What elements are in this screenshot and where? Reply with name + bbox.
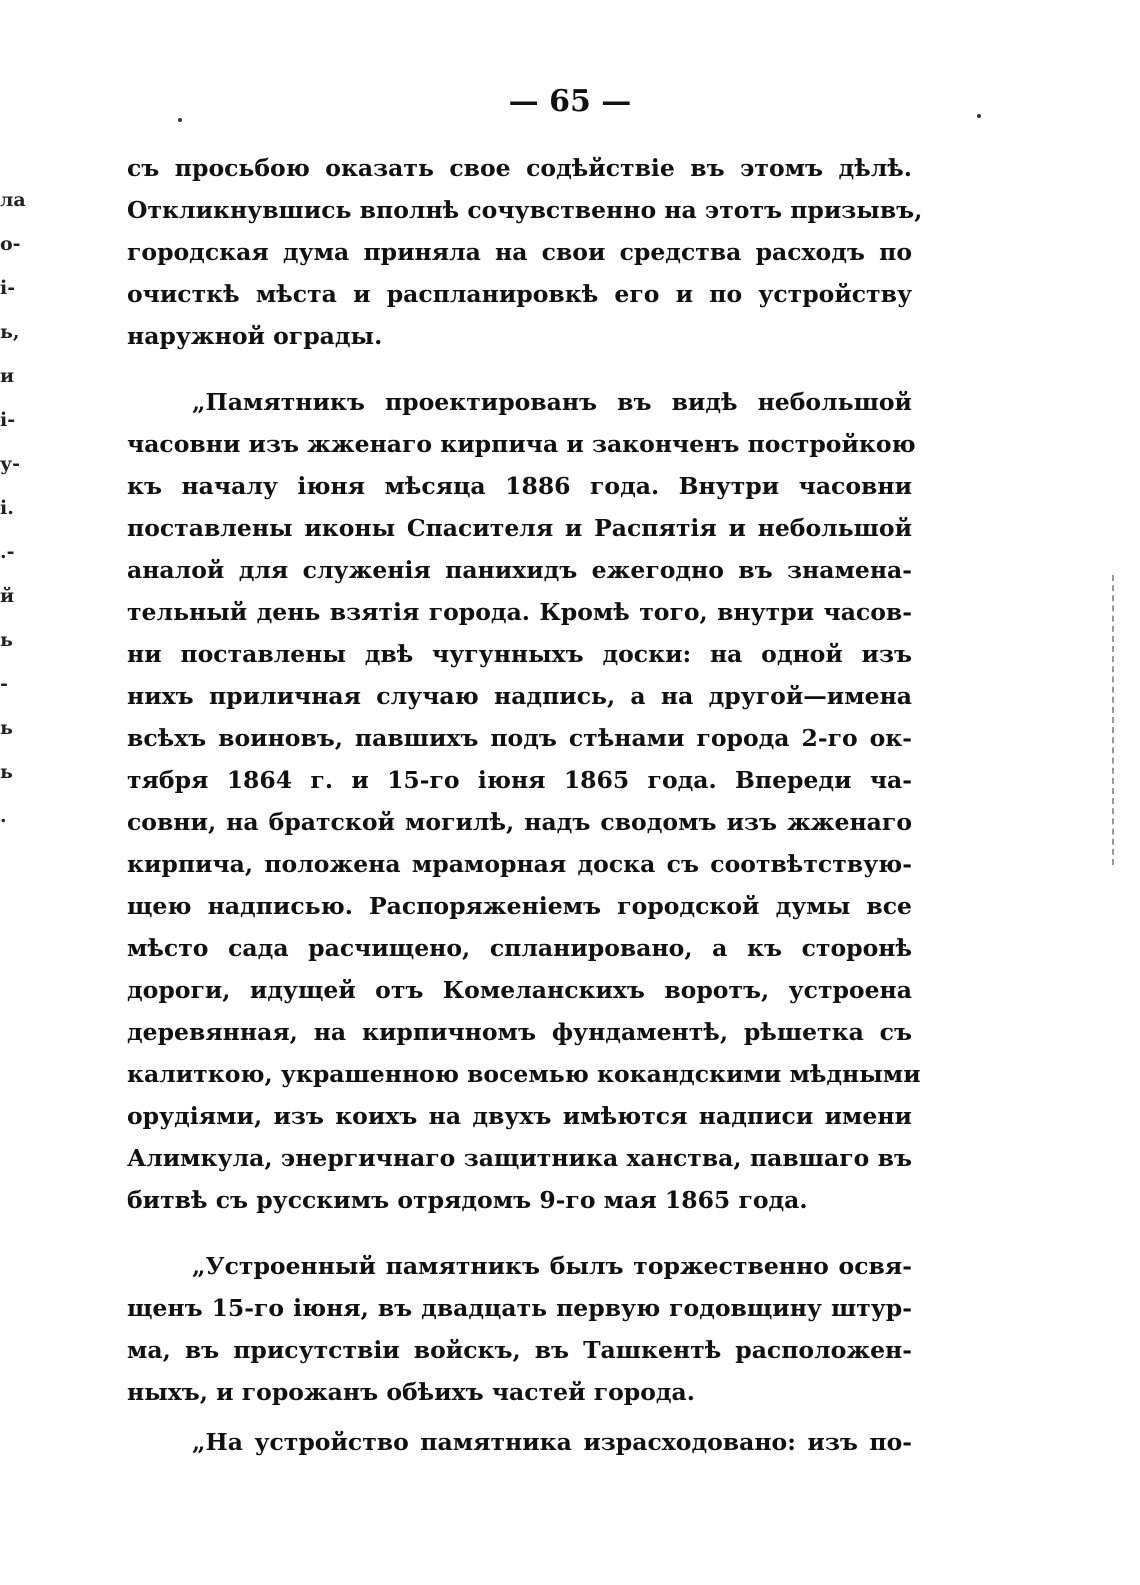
text-line: орудіями, изъ коихъ на двухъ имѣются надписи имени [127, 1102, 912, 1130]
text-line: очисткѣ мѣста и распланировкѣ его и по устройству [127, 280, 912, 308]
speck [178, 118, 182, 122]
text-line: совни, на братской могилѣ, надъ сводомъ изъ жженаго [127, 808, 912, 836]
margin-fragment: ь [0, 629, 13, 651]
paragraph-1 [127, 147, 923, 357]
text-line: „Устроенный памятникъ былъ торжественно освя- [192, 1252, 912, 1280]
text-line: ни поставлены двѣ чугунныхъ доски: на одной изъ [127, 640, 912, 668]
page-edge-dashes [1112, 575, 1114, 865]
text-line: Откликнувшись вполнѣ сочувственно на этотъ призывъ, [127, 196, 923, 224]
margin-fragment: ь [0, 761, 13, 783]
text-line: Алимкула, энергичнаго защитника ханства, павшаго въ [127, 1144, 912, 1172]
margin-fragment: - [0, 673, 8, 695]
margin-fragment: о- [0, 233, 21, 255]
margin-fragment: . [0, 805, 7, 827]
text-line: городская дума приняла на свои средства расходъ по [127, 238, 912, 266]
text-line: кирпича, положена мраморная доска съ соотвѣтствую- [127, 850, 912, 878]
text-line: „На устройство памятника израсходовано: изъ по- [192, 1428, 912, 1456]
text-line: щею надписью. Распоряженіемъ городской думы все [127, 892, 912, 920]
text-line: поставлены иконы Спасителя и Распятія и небольшой [127, 514, 912, 542]
text-line: часовни изъ жженаго кирпича и законченъ постройкою [127, 430, 916, 458]
margin-fragment: .- [0, 541, 15, 563]
paragraph-2 [127, 381, 921, 1221]
text-line: нихъ приличная случаю надпись, а на другой—имена [127, 682, 912, 710]
text-line: ма, въ присутствіи войскъ, въ Ташкентѣ расположен- [127, 1336, 912, 1364]
margin-fragment: і- [0, 277, 16, 299]
page-number: — 65 — [508, 84, 632, 119]
margin-fragment: ь, [0, 321, 20, 343]
margin-fragment: и [0, 365, 15, 387]
text-line: всѣхъ воиновъ, павшихъ подъ стѣнами города 2-го ок- [127, 724, 912, 752]
margin-fragment: і- [0, 409, 16, 431]
text-line: тября 1864 г. и 15-го іюня 1865 года. Впереди ча- [127, 766, 912, 794]
text-line: битвѣ съ русскимъ отрядомъ 9-го мая 1865 года. [127, 1186, 808, 1214]
paragraph-3 [127, 1245, 912, 1413]
margin-fragment: у- [0, 453, 21, 475]
paragraph-4 [127, 1421, 912, 1463]
margin-fragment: ла [0, 189, 26, 211]
text-line: съ просьбою оказать свое содѣйствіе въ этомъ дѣлѣ. [127, 154, 912, 182]
text-line: наружной ограды. [127, 322, 383, 350]
text-line: тельный день взятія города. Кромѣ того, внутри часов- [127, 598, 912, 626]
text-line: калиткою, украшенною восемью кокандскими мѣдными [127, 1060, 921, 1088]
text-line: щенъ 15-го іюня, въ двадцать первую годовщину штур- [127, 1294, 912, 1322]
text-line: ныхъ, и горожанъ обѣихъ частей города. [127, 1378, 695, 1406]
text-line: деревянная, на кирпичномъ фундаментѣ, рѣшетка съ [127, 1018, 912, 1046]
text-line: мѣсто сада расчищено, спланировано, а къ сторонѣ [127, 934, 912, 962]
text-line: къ началу іюня мѣсяца 1886 года. Внутри часовни [127, 472, 912, 500]
margin-fragment: ь [0, 717, 13, 739]
text-line: дороги, идущей отъ Комеланскихъ воротъ, устроена [127, 976, 912, 1004]
left-margin-fragments [0, 178, 26, 838]
speck [977, 114, 981, 118]
margin-fragment: й [0, 585, 15, 607]
margin-fragment: і. [0, 497, 14, 519]
body-text [127, 147, 923, 1463]
text-line: аналой для служенія панихидъ ежегодно въ знамена- [127, 556, 912, 584]
text-line: „Памятникъ проектированъ въ видѣ небольшой [192, 388, 912, 416]
